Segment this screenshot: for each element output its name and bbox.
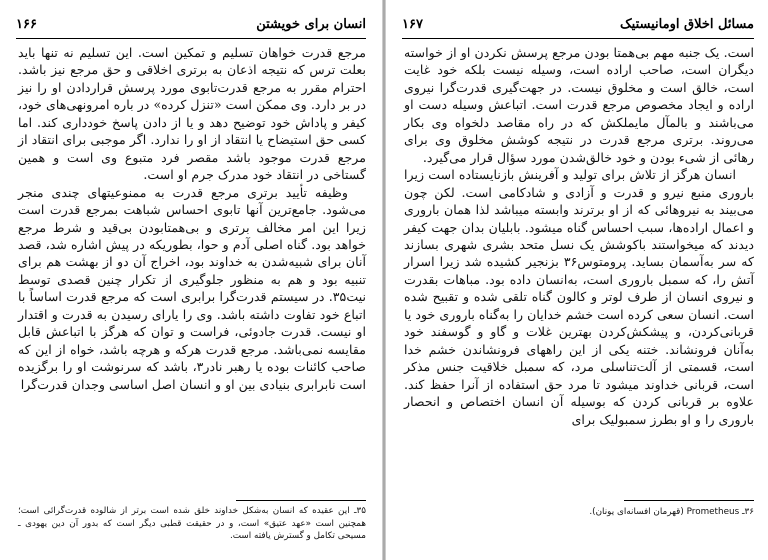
right-page — [384, 0, 768, 560]
paragraph: انسان هرگز از تلاش برای تولید و آفرینش بازنایستاده است زیرا باروری منبع نیرو و قدرت و آزادی و شادکامی است. لکن چون می‌بیند به نیروهائی که از او برترند وابسته میباشد لذا همان باروری و اعمال اراده‌ها، سبب احساس گناه میشود. بابلیان بدان جهت کیفر دیدند که میخواستند باکوشش یک نسل متحد بشری شهری بسازند که سر به‌آسمان بساید. پرومتوس۳۶ بزنجیر کشیده شد زیرا اسرار آتش را، که سمبل باروری است، به‌انسان داده بود. مباهات بقدرت و نیروی انسان از طرف لوتر و کالون گناه تلقی شده و تقبیح شده است. انسان سعی کرده است خشم خدایان را به‌گناه باروری خود یا قربانی‌کردن، و پیشکش‌کردن بهترین غلات و گاو و گوسفند خود به‌آنان فرونشاند. ختنه یکی از این راههای فرونشاندن خشم خدا است، قسمتی از آلت‌تناسلی مرد، که سمبل خلاقیت جنس مذکر است، قربانی خداوند میشود تا مرد حق استفاده از آنرا حفظ کند. علاوه بر قربانی کردن که بوسیله آن انسان اختصاص و انحصار باروری را و او بطرز سمبولیک برای — [404, 167, 754, 427]
paragraph: وظیفه تأیید برتری مرجع قدرت به ممنوعیتهای چندی منجر می‌شود. جامع‌ترین آنها تابوی احساس شباهت بمرجع قدرت است زیرا این امر مخالف برتری و بی‌همتابودن بی‌قید و شرط مرجع خواهد بود. گناه اصلی آدم و حوا، بطوریکه در پیش اشاره شد، قصد آنان برای شبیه‌شدن به خداوند بود، اخراج آن دو از بهشت هم برای تنبیه بود و هم به منظور جلوگیری از تکرار چنین قصدی توسط نیت۳۵. در سیستم قدرت‌گرا برابری است که مرجع قدرت اساساً با اتباع خود تفاوت داشته باشد. وی را یارای رسیدن به قدرت و اقتدار او نیست. قدرت جادوئی، فراست و توان که هرگز با اتباعش قابل مقایسه نمی‌باشد. مرجع قدرت هرکه و هرچه باشد، خواه از این که صاحب کائنات بوده یا رهبر نادر۳، باشد که سرنوشت او را برگزیده است نابرابری بنیادی بین او و انسان اصل اساسی وجدان قدرت‌گرا — [18, 184, 366, 392]
page-number: ۱۶۶ — [16, 16, 37, 32]
body-text — [18, 44, 366, 393]
running-header — [16, 12, 366, 36]
footnote-rule — [624, 500, 754, 501]
footnote: ۳۵ـ این عقیده که انسان به‌شکل خداوند خلق شده است برتر از شالوده قدرت‌گرائی است؛ همچنین است «عهد عتیق» است، و در حقیقت قطبی دیگر است که بدور آن دین یهودی ـ مسیحی تکامل و گسترش یافته است. — [18, 506, 366, 542]
header-rule — [402, 38, 754, 39]
page-title: انسان برای خویشتن — [256, 16, 366, 32]
running-header — [402, 12, 754, 36]
body-text — [404, 44, 754, 428]
page-number: ۱۶۷ — [402, 16, 423, 32]
header-rule — [16, 38, 366, 39]
page-title: مسائل اخلاق اومانیستیک — [620, 16, 754, 32]
footnote-rule — [236, 500, 366, 501]
paragraph: است. یک جنبه مهم بی‌همتا بودن مرجع پرسش نکردن او از خواسته دیگران است، صاحب اراده است، وسیله نیست بلکه خود غایت است، خالق است و مخلوق نیست. در جهت‌گیری قدرت‌گرا نیروی اراده و ایجاد مخصوص مرجع قدرت است. اتباعش وسیله دست او می‌باشند و بالمآل مایملکش که در راه مقاصد دلخواه وی بکار می‌روند. برتری مرجع قدرت در نتیجه کوشش مخلوق وی برای رهائی از شیء بودن و خود خالق‌شدن مورد سؤال قرار می‌گیرد. — [404, 45, 754, 165]
footnote: ۳۶ـ Prometheus (قهرمان افسانه‌ای یونان). — [589, 507, 754, 517]
paragraph: مرجع قدرت خواهان تسلیم و تمکین است. این تسلیم نه تنها باید بعلت ترس که نتیجه اذعان به برتری اخلاقی و حق مرجع نیز باشد. احترام مقرر به مرجع قدرت‌تابوی مورد پرسش قراردادن او را نیز در بر دارد. وی ممکن است «تنزل کرده» در باره امرونهی‌های خود، کیفر و پاداش خود توضیح دهد و یا از دادن پاسخ خودداری کند. اما کسی حق استیضاح یا انتقاد از او را ندارد. اگر موجبی برای انتقاد از مرجع قدرت موجود باشد مقصر فرد متبوع وی است و همین گستاخی در انتقاد خود مدرک جرم او است. — [18, 45, 366, 183]
